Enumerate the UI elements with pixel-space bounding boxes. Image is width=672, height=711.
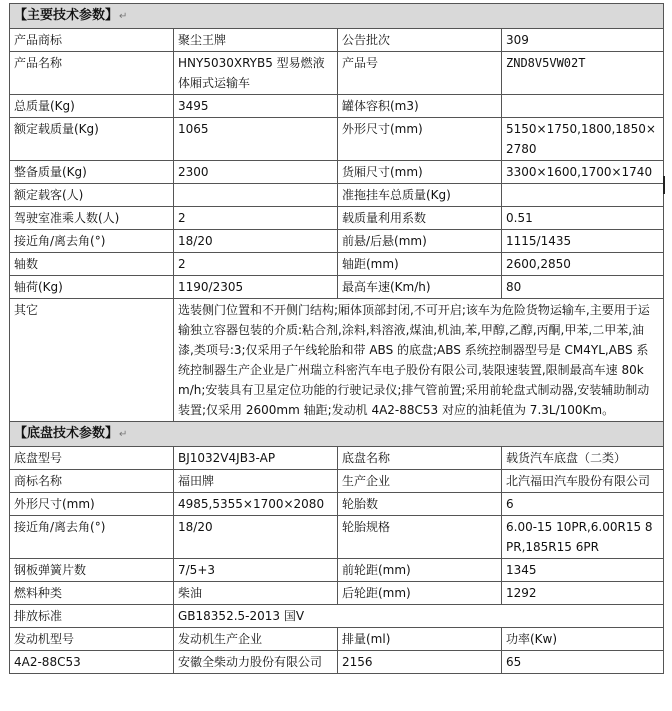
- other-label: 其它: [10, 299, 174, 422]
- value-cell: [502, 184, 664, 207]
- engine-header-cell: 功率(Kw): [502, 628, 664, 651]
- table-row: [10, 447, 664, 470]
- label-cell: 载质量利用系数: [338, 207, 502, 230]
- label-cell: 额定载质量(Kg): [10, 118, 174, 161]
- value-cell: 1345: [502, 559, 664, 582]
- table-row: [10, 118, 664, 161]
- main-section-title-cell: [10, 4, 664, 29]
- table-row: [10, 253, 664, 276]
- value-cell: 0.51: [502, 207, 664, 230]
- label-cell: 生产企业: [338, 470, 502, 493]
- value-cell: 80: [502, 276, 664, 299]
- main-section-title: 【主要技术参数】: [14, 8, 119, 23]
- value-cell: 2: [174, 207, 338, 230]
- label-cell: 外形尺寸(mm): [338, 118, 502, 161]
- engine-header-cell: 发动机型号: [10, 628, 174, 651]
- engine-model: 4A2-88C53: [10, 651, 174, 674]
- label-cell: 驾驶室准乘人数(人): [10, 207, 174, 230]
- table-row: [10, 95, 664, 118]
- label-cell: 接近角/离去角(°): [10, 516, 174, 559]
- value-cell: 载货汽车底盘（二类）: [502, 447, 664, 470]
- label-cell: 外形尺寸(mm): [10, 493, 174, 516]
- value-cell: 2300: [174, 161, 338, 184]
- value-cell: 6: [502, 493, 664, 516]
- value-cell: 1292: [502, 582, 664, 605]
- table-row: [10, 559, 664, 582]
- value-cell: 1065: [174, 118, 338, 161]
- table-row: [10, 230, 664, 253]
- label-cell: 罐体容积(m3): [338, 95, 502, 118]
- value-cell: 7/5+3: [174, 559, 338, 582]
- text-cursor: [663, 176, 665, 194]
- label-cell: 轮胎数: [338, 493, 502, 516]
- chassis-section-title-cell: [10, 422, 664, 447]
- label-cell: 商标名称: [10, 470, 174, 493]
- label-cell: 最高车速(Km/h): [338, 276, 502, 299]
- engine-header-row: [10, 628, 664, 651]
- table-row: [10, 29, 664, 52]
- label-cell: 轴荷(Kg): [10, 276, 174, 299]
- paragraph-mark-icon: ↵: [119, 11, 128, 22]
- emission-label: 排放标准: [10, 605, 174, 628]
- engine-displacement: 2156: [338, 651, 502, 674]
- value-cell: 1190/2305: [174, 276, 338, 299]
- value-cell: 4985,5355×1700×2080: [174, 493, 338, 516]
- value-cell: 18/20: [174, 230, 338, 253]
- value-cell: BJ1032V4JB3-AP: [174, 447, 338, 470]
- value-cell: 5150×1750,1800,1850×2780: [502, 118, 664, 161]
- paragraph-mark-icon: ↵: [119, 429, 128, 440]
- label-cell: 燃料种类: [10, 582, 174, 605]
- engine-power: 65: [502, 651, 664, 674]
- value-cell: 6.00-15 10PR,6.00R15 8PR,185R15 6PR: [502, 516, 664, 559]
- value-cell: 309: [502, 29, 664, 52]
- value-cell: 3300×1600,1700×1740: [502, 161, 664, 184]
- label-cell: 轮胎规格: [338, 516, 502, 559]
- label-cell: 轴距(mm): [338, 253, 502, 276]
- label-cell: 总质量(Kg): [10, 95, 174, 118]
- label-cell: 底盘名称: [338, 447, 502, 470]
- value-cell: 聚尘王牌: [174, 29, 338, 52]
- value-cell: 18/20: [174, 516, 338, 559]
- table-row: [10, 184, 664, 207]
- value-cell: 柴油: [174, 582, 338, 605]
- engine-header-cell: 发动机生产企业: [174, 628, 338, 651]
- table-row: [10, 161, 664, 184]
- label-cell: 货厢尺寸(mm): [338, 161, 502, 184]
- value-cell: 2: [174, 253, 338, 276]
- value-cell: [174, 184, 338, 207]
- table-row: [10, 276, 664, 299]
- engine-maker: 安徽全柴动力股份有限公司: [174, 651, 338, 674]
- value-cell: 2600,2850: [502, 253, 664, 276]
- value-cell: 福田牌: [174, 470, 338, 493]
- emission-value: GB18352.5-2013 国V: [174, 605, 664, 628]
- label-cell: 后轮距(mm): [338, 582, 502, 605]
- chassis-section-header: [10, 422, 664, 447]
- main-section-header: [10, 4, 664, 29]
- label-cell: 底盘型号: [10, 447, 174, 470]
- spec-table: [9, 3, 664, 674]
- chassis-section-title: 【底盘技术参数】: [14, 426, 119, 441]
- label-cell: 产品号: [338, 52, 502, 95]
- label-cell: 准拖挂车总质量(Kg): [338, 184, 502, 207]
- value-cell: 1115/1435: [502, 230, 664, 253]
- value-cell: 3495: [174, 95, 338, 118]
- value-cell: ZND8V5VW02T: [502, 52, 664, 95]
- label-cell: 前轮距(mm): [338, 559, 502, 582]
- table-row: [10, 52, 664, 95]
- value-cell: 北汽福田汽车股份有限公司: [502, 470, 664, 493]
- value-cell: HNY5030XRYB5 型易燃液体厢式运输车: [174, 52, 338, 95]
- emission-row: [10, 605, 664, 628]
- label-cell: 产品商标: [10, 29, 174, 52]
- table-row: [10, 516, 664, 559]
- label-cell: 整备质量(Kg): [10, 161, 174, 184]
- table-row: [10, 207, 664, 230]
- label-cell: 额定载客(人): [10, 184, 174, 207]
- engine-header-cell: 排量(ml): [338, 628, 502, 651]
- label-cell: 轴数: [10, 253, 174, 276]
- label-cell: 钢板弹簧片数: [10, 559, 174, 582]
- other-row: [10, 299, 664, 422]
- table-row: [10, 493, 664, 516]
- table-row: [10, 582, 664, 605]
- engine-row: [10, 651, 664, 674]
- label-cell: 接近角/离去角(°): [10, 230, 174, 253]
- label-cell: 公告批次: [338, 29, 502, 52]
- label-cell: 前悬/后悬(mm): [338, 230, 502, 253]
- table-row: [10, 470, 664, 493]
- value-cell: [502, 95, 664, 118]
- other-remarks: 选装侧门位置和不开侧门结构;厢体顶部封闭,不可开启;该车为危险货物运输车,主要用于运输独立容器包装的介质:粘合剂,涂料,料溶液,煤油,机油,苯,甲醇,乙醇,丙酮,甲苯,二甲苯,油漆,类项号:3;仅采用子午线轮胎和带 ABS 的底盘;ABS 系统控制器型号是 CM4YL,ABS 系统控制器生产企业是广州瑞立科密汽车电子股份有限公司,装限速装置,限制最高车速 80km/h;安装具有卫星定位功能的行驶记录仪;排气管前置;采用前轮盘式制动器,安装辅助制动装置;仅采用 2600mm 轴距;发动机 4A2-88C53 对应的油耗值为 7.3L/100Km。: [174, 299, 664, 422]
- label-cell: 产品名称: [10, 52, 174, 95]
